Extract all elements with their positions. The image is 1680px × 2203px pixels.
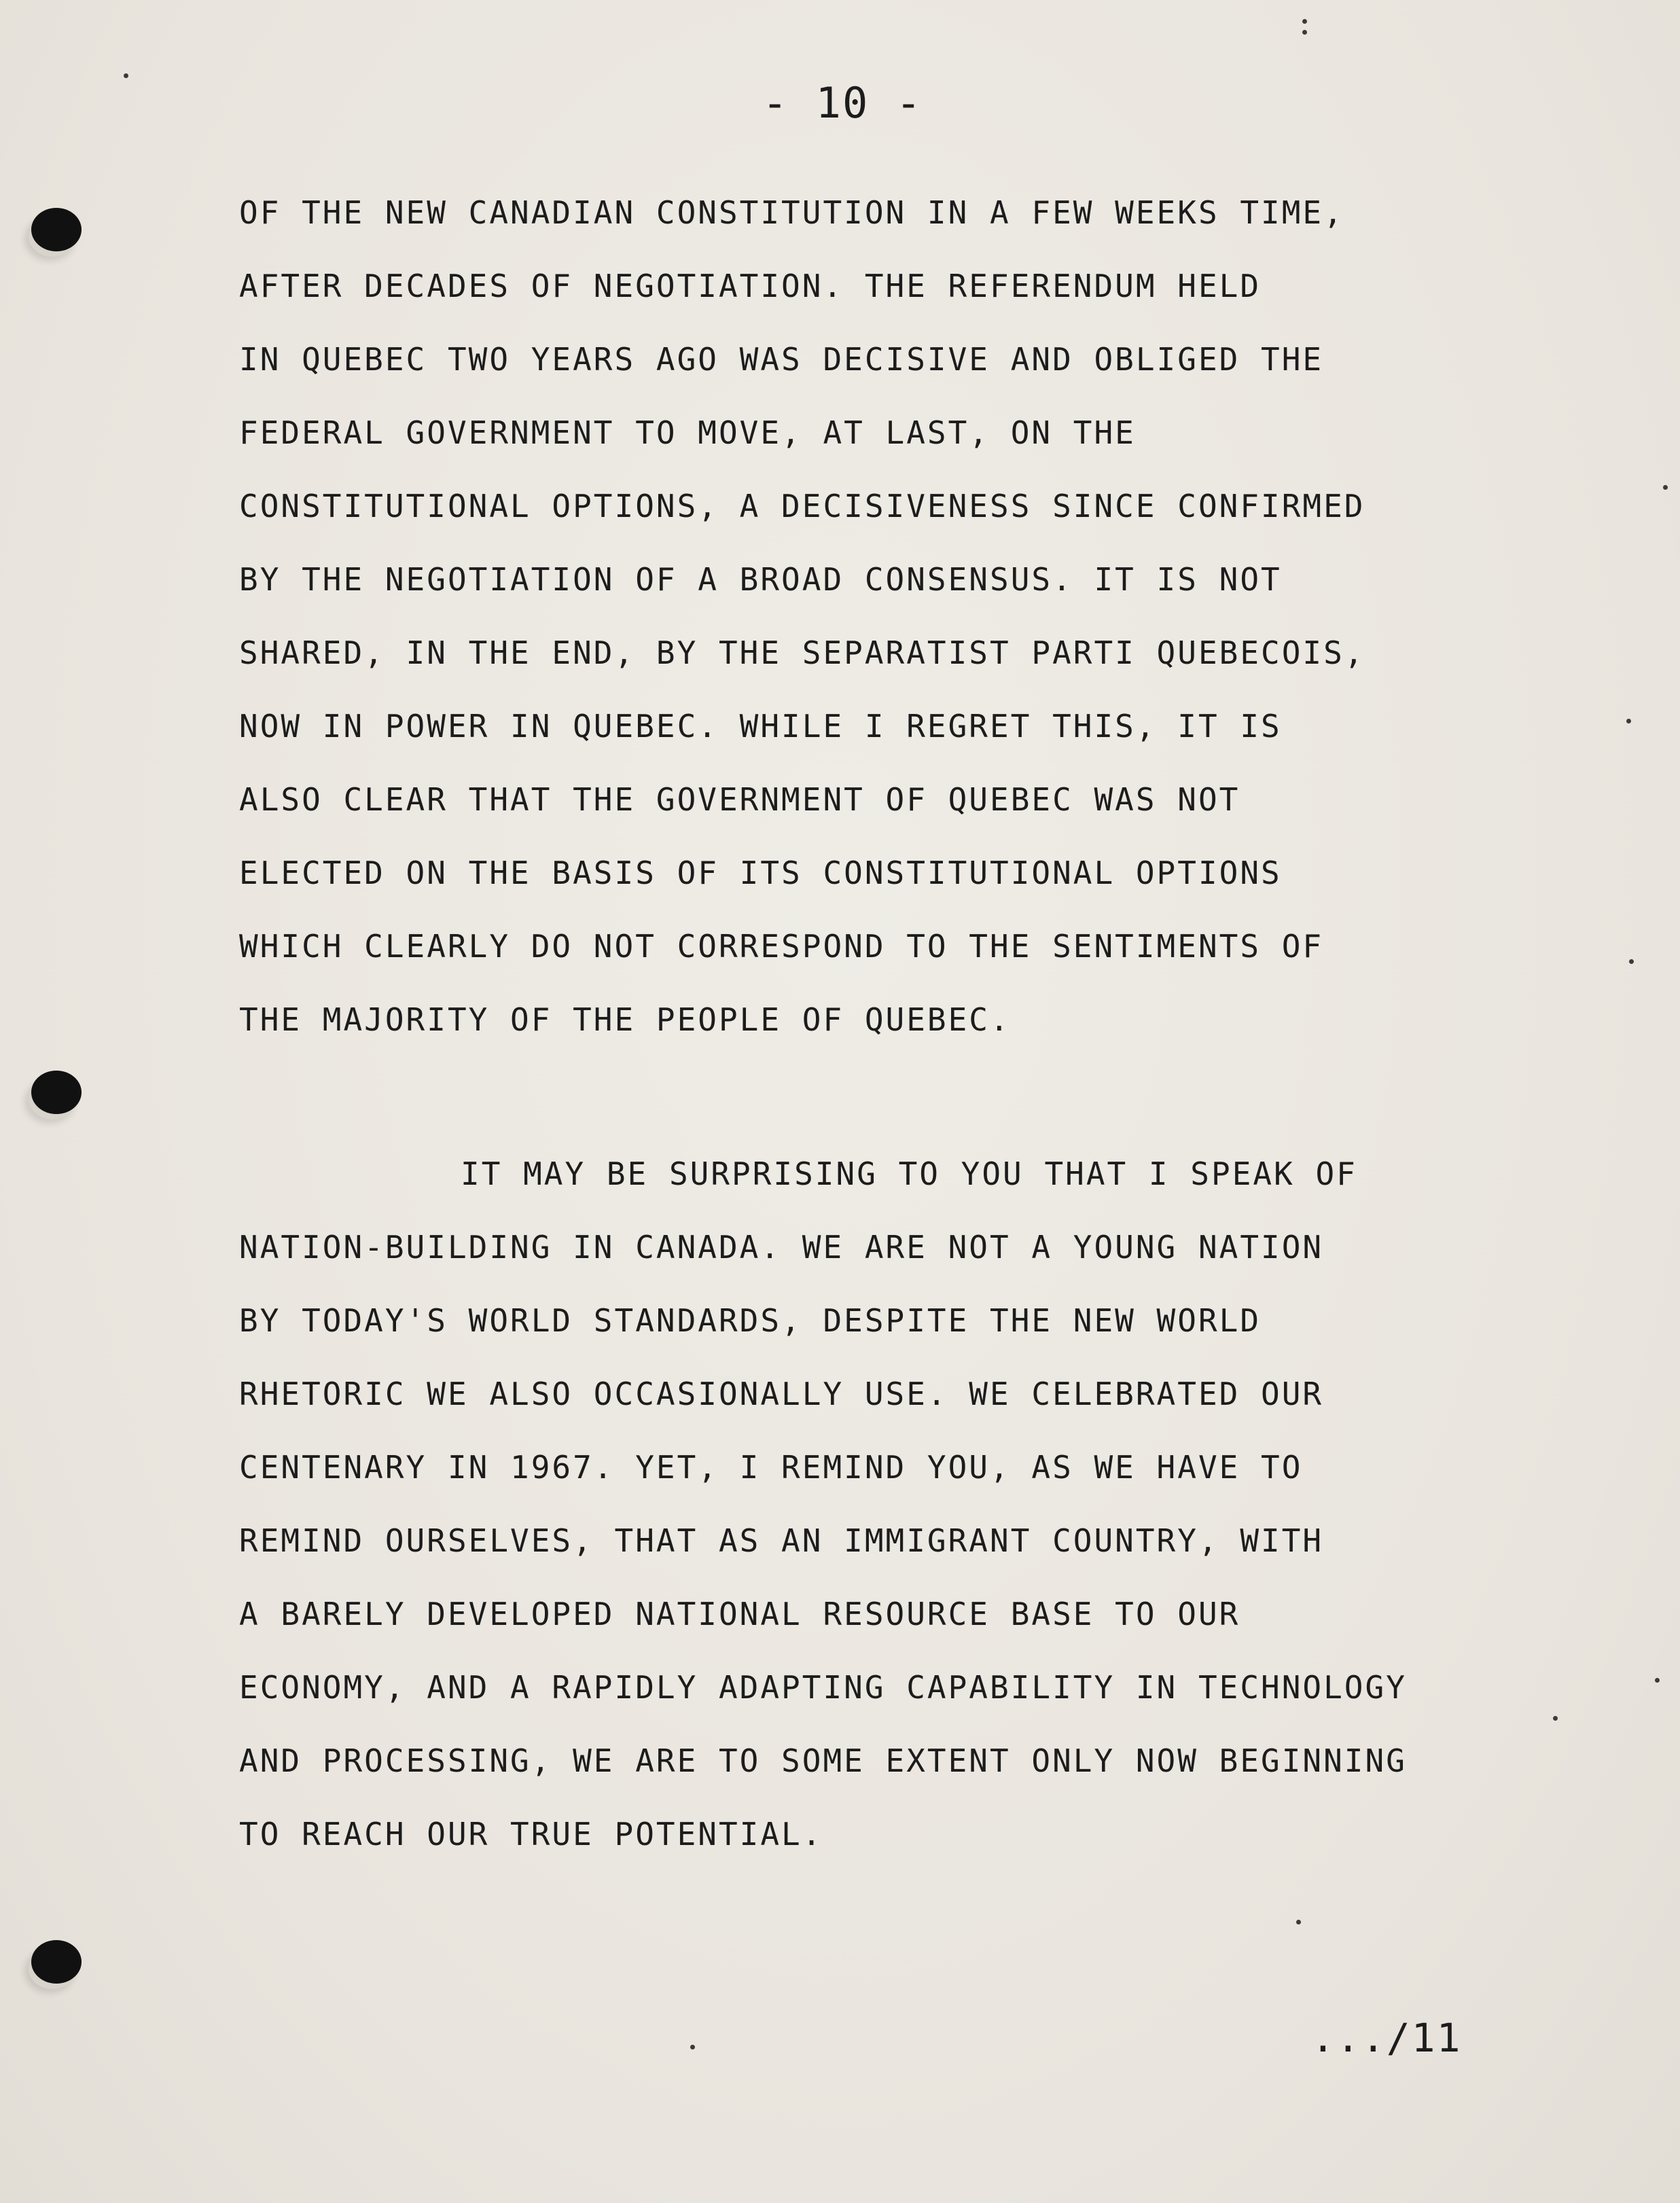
text-line: FEDERAL GOVERNMENT TO MOVE, AT LAST, ON THE	[239, 414, 1136, 451]
text-line: IT MAY BE SURPRISING TO YOU THAT I SPEAK OF	[461, 1156, 1357, 1192]
paper-speck	[124, 73, 128, 78]
text-line: OF THE NEW CANADIAN CONSTITUTION IN A FEW WEEKS TIME,	[239, 194, 1344, 231]
text-line: CENTENARY IN 1967. YET, I REMIND YOU, AS WE HAVE TO	[239, 1449, 1303, 1486]
text-line: SHARED, IN THE END, BY THE SEPARATIST PARTI QUEBECOIS,	[239, 634, 1365, 671]
text-line: BY TODAY'S WORLD STANDARDS, DESPITE THE NEW WORLD	[239, 1302, 1262, 1339]
text-line: WHICH CLEARLY DO NOT CORRESPOND TO THE SENTIMENTS OF	[239, 928, 1324, 965]
text-line: THE MAJORITY OF THE PEOPLE OF QUEBEC.	[239, 1001, 1011, 1038]
text-line: CONSTITUTIONAL OPTIONS, A DECISIVENESS SINCE CONFIRMED	[239, 488, 1365, 524]
text-line: ELECTED ON THE BASIS OF ITS CONSTITUTIONAL OPTIONS	[239, 855, 1282, 891]
paper-speck	[1626, 719, 1631, 723]
text-line: NOW IN POWER IN QUEBEC. WHILE I REGRET THIS, IT IS	[239, 708, 1282, 745]
punch-hole	[31, 1940, 82, 1984]
paper-speck	[1553, 1716, 1558, 1721]
text-line: AND PROCESSING, WE ARE TO SOME EXTENT ONLY NOW BEGINNING	[239, 1742, 1407, 1779]
paper-speck	[1663, 485, 1668, 490]
text-line: AFTER DECADES OF NEGOTIATION. THE REFERENDUM HELD	[239, 268, 1262, 304]
text-line: RHETORIC WE ALSO OCCASIONALLY USE. WE CELEBRATED OUR	[239, 1376, 1324, 1412]
paper-speck	[1655, 1678, 1660, 1683]
text-line: REMIND OURSELVES, THAT AS AN IMMIGRANT COUNTRY, WITH	[239, 1522, 1324, 1559]
paper-speck	[1296, 1920, 1301, 1924]
paper-speck	[1302, 19, 1307, 24]
text-line: TO REACH OUR TRUE POTENTIAL.	[239, 1816, 823, 1852]
text-line: IN QUEBEC TWO YEARS AGO WAS DECISIVE AND OBLIGED THE	[239, 341, 1324, 378]
continuation-marker: .../11	[1311, 2015, 1462, 2061]
text-line: NATION-BUILDING IN CANADA. WE ARE NOT A YOUNG NATION	[239, 1229, 1324, 1266]
text-line: ECONOMY, AND A RAPIDLY ADAPTING CAPABILITY IN TECHNOLOGY	[239, 1669, 1407, 1706]
text-line: BY THE NEGOTIATION OF A BROAD CONSENSUS. IT IS NOT	[239, 561, 1282, 598]
paper-speck	[690, 2045, 695, 2049]
paper-speck	[1302, 30, 1307, 35]
punch-hole	[31, 208, 82, 251]
text-line: A BARELY DEVELOPED NATIONAL RESOURCE BASE TO OUR	[239, 1596, 1240, 1632]
punch-hole	[31, 1071, 82, 1114]
paper-speck	[1629, 959, 1634, 964]
paragraph	[239, 1145, 1516, 1878]
page-number: - 10 -	[762, 78, 923, 128]
text-line: ALSO CLEAR THAT THE GOVERNMENT OF QUEBEC WAS NOT	[239, 781, 1240, 818]
paragraph	[239, 183, 1516, 1064]
